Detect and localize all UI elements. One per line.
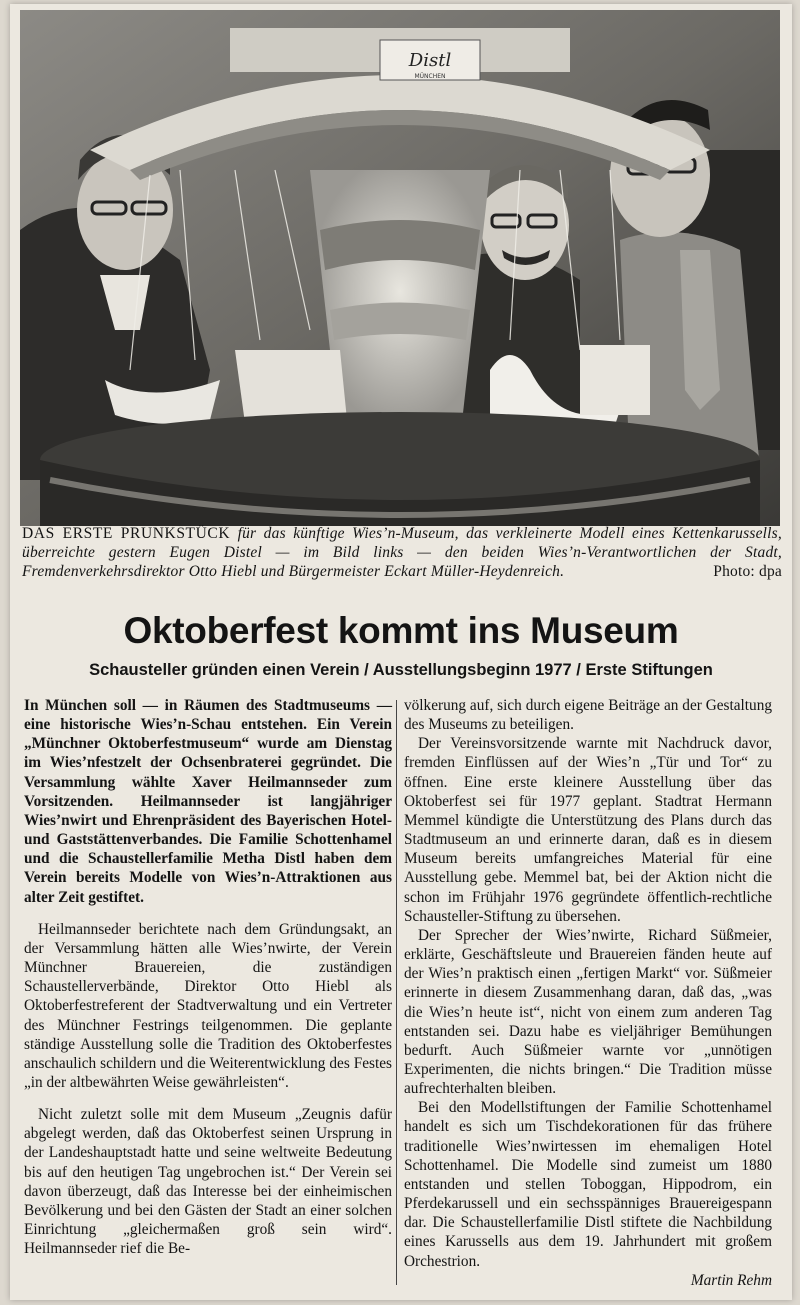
- column-divider: [396, 700, 397, 1285]
- subheadline: Schausteller gründen einen Verein / Ausstellungsbeginn 1977 / Erste Stiftungen: [89, 661, 713, 679]
- article-column-left: [24, 696, 392, 1258]
- caption-lead: DAS ERSTE PRUNKSTÜCK: [22, 525, 231, 542]
- carousel-photo-graphic: [20, 10, 780, 526]
- article-paragraph: Nicht zuletzt solle mit dem Museum „Zeugnis dafür abgelegt werden, daß das Oktoberfest seinen Ursprung in der Landeshauptstadt hatte und seine weltweite Bedeutung bis auf den heutigen Tag ungebrochen ist.“ Der Verein sei davon überzeugt, daß das Interesse bei der einheimischen Bevölkerung und bei den Gästen der Stadt an einer solchen Einrichtung „gleichermaßen groß sein wird“. Heilmannseder rief die Be-: [24, 1106, 392, 1258]
- article-paragraph: Der Vereinsvorsitzende warnte mit Nachdruck davor, fremden Einflüssen auf der Wies’n „Tür und Tor“ zu öffnen. Eine erste kleinere Ausstellung über das Oktoberfest sei für 1977 geplant. Stadtrat Hermann Memmel kündigte die Unterstützung des Plans durch das Stadtmuseum an und erinnerte daran, daß es in diesem Museum bereits umfangreiches Material für eine Ausstellung gebe. Memmel bat, bei der Aktion nicht die schon im Frühjahr 1976 gegründete öffentlich-rechtliche Schausteller-Stiftung zu übersehen.: [404, 735, 772, 925]
- carousel-sign-text: Distl: [408, 50, 452, 71]
- article-paragraph: Heilmannseder berichtete nach dem Gründungsakt, an der Versammlung hätten alle Wies’nwirte, der Verein Münchner Brauereien, die zuständigen Schaustellerverbände, Direktor Otto Hiebl als Oktoberfestreferent der Stadtverwaltung und ein Vertreter des Münchner Festrings teilgenommen. Die geplante ständige Ausstellung solle die Tradition des Oktoberfestes anschaulich schildern und die Weiterentwicklung des Festes „in der altbewährten Weise gewährleisten“.: [24, 920, 392, 1091]
- caption-text: für das künftige Wies’n-Museum, das verkleinerte Modell eines Kettenkarussells, überreichte gestern Eugen Distel — im Bild links — den beiden Wies’n-Verantwortlichen der Stadt, Fremdenverkehrsdirektor Otto Hiebl und Bürgermeister Eckart Müller-Heydenreich.: [22, 525, 782, 580]
- carousel-sign-subtext: MÜNCHEN: [414, 73, 446, 80]
- photo-caption: [22, 524, 782, 581]
- article-paragraph: Der Sprecher der Wies’nwirte, Richard Süßmeier, erklärte, Geschäftsleute und Brauereien fänden heute auf der Wies’n praktisch einen „fertigen Markt“ vor. Süßmeier erinnerte in diesem Zusammenhang daran, daß das, „was die Wies’n heute ist“, nicht von einem zum anderen Tag entstanden sei. Dazu habe es vieljähriger Bemühungen bedurft. Auch Süßmeier warnte vor „unnötigen Experimenten, die nichts bringen.“ Die Tradition müsse aufrechterhalten bleiben.: [404, 926, 772, 1098]
- newspaper-clipping: [10, 4, 792, 1300]
- carousel-photo: [20, 10, 780, 526]
- photo-credit: Photo: dpa: [713, 563, 782, 580]
- headline: Oktoberfest kommt ins Museum: [123, 610, 679, 651]
- article-paragraph: Bei den Modellstiftungen der Familie Schottenhamel handelt es sich um Tischdekorationen für das frühere traditionelle Wies’nwirtessen im ehemaligen Hotel Schottenhamel. Die Modelle sind zumeist um 1880 entstanden und stellen Toboggan, Hippodrom, ein Pferdekarussell und ein sechsspänniges Brauereigespann dar. Die Schaustellerfamilie Distl stiftete die Nachbildung eines Karussells aus dem 19. Jahrhundert mit großem Orchestrion.: [404, 1099, 772, 1270]
- article-intro: In München soll — in Räumen des Stadtmuseums — eine historische Wies’n-Schau entstehen. Ein Verein „Münchner Oktoberfestmuseum“ wurde am Dienstag im Wies’nfestzelt der Ochsenbraterei gegründet. Die Versammlung wählte Xaver Heilmannseder zum Vorsitzenden. Heilmannseder ist langjähriger Wies’nwirt und Ehrenpräsident des Bayerischen Hotel- und Gaststättenverbandes. Die Familie Schottenhamel und die Schaustellerfamilie Metha Distl haben dem Verein bereits Modelle von Wies’n-Attraktionen aus alter Zeit gestiftet.: [24, 697, 392, 906]
- article-column-right: [404, 696, 772, 1290]
- article-paragraph: völkerung auf, sich durch eigene Beiträge an der Gestaltung des Museums zu beteiligen.: [404, 697, 772, 734]
- article-author: Martin Rehm: [690, 1271, 772, 1289]
